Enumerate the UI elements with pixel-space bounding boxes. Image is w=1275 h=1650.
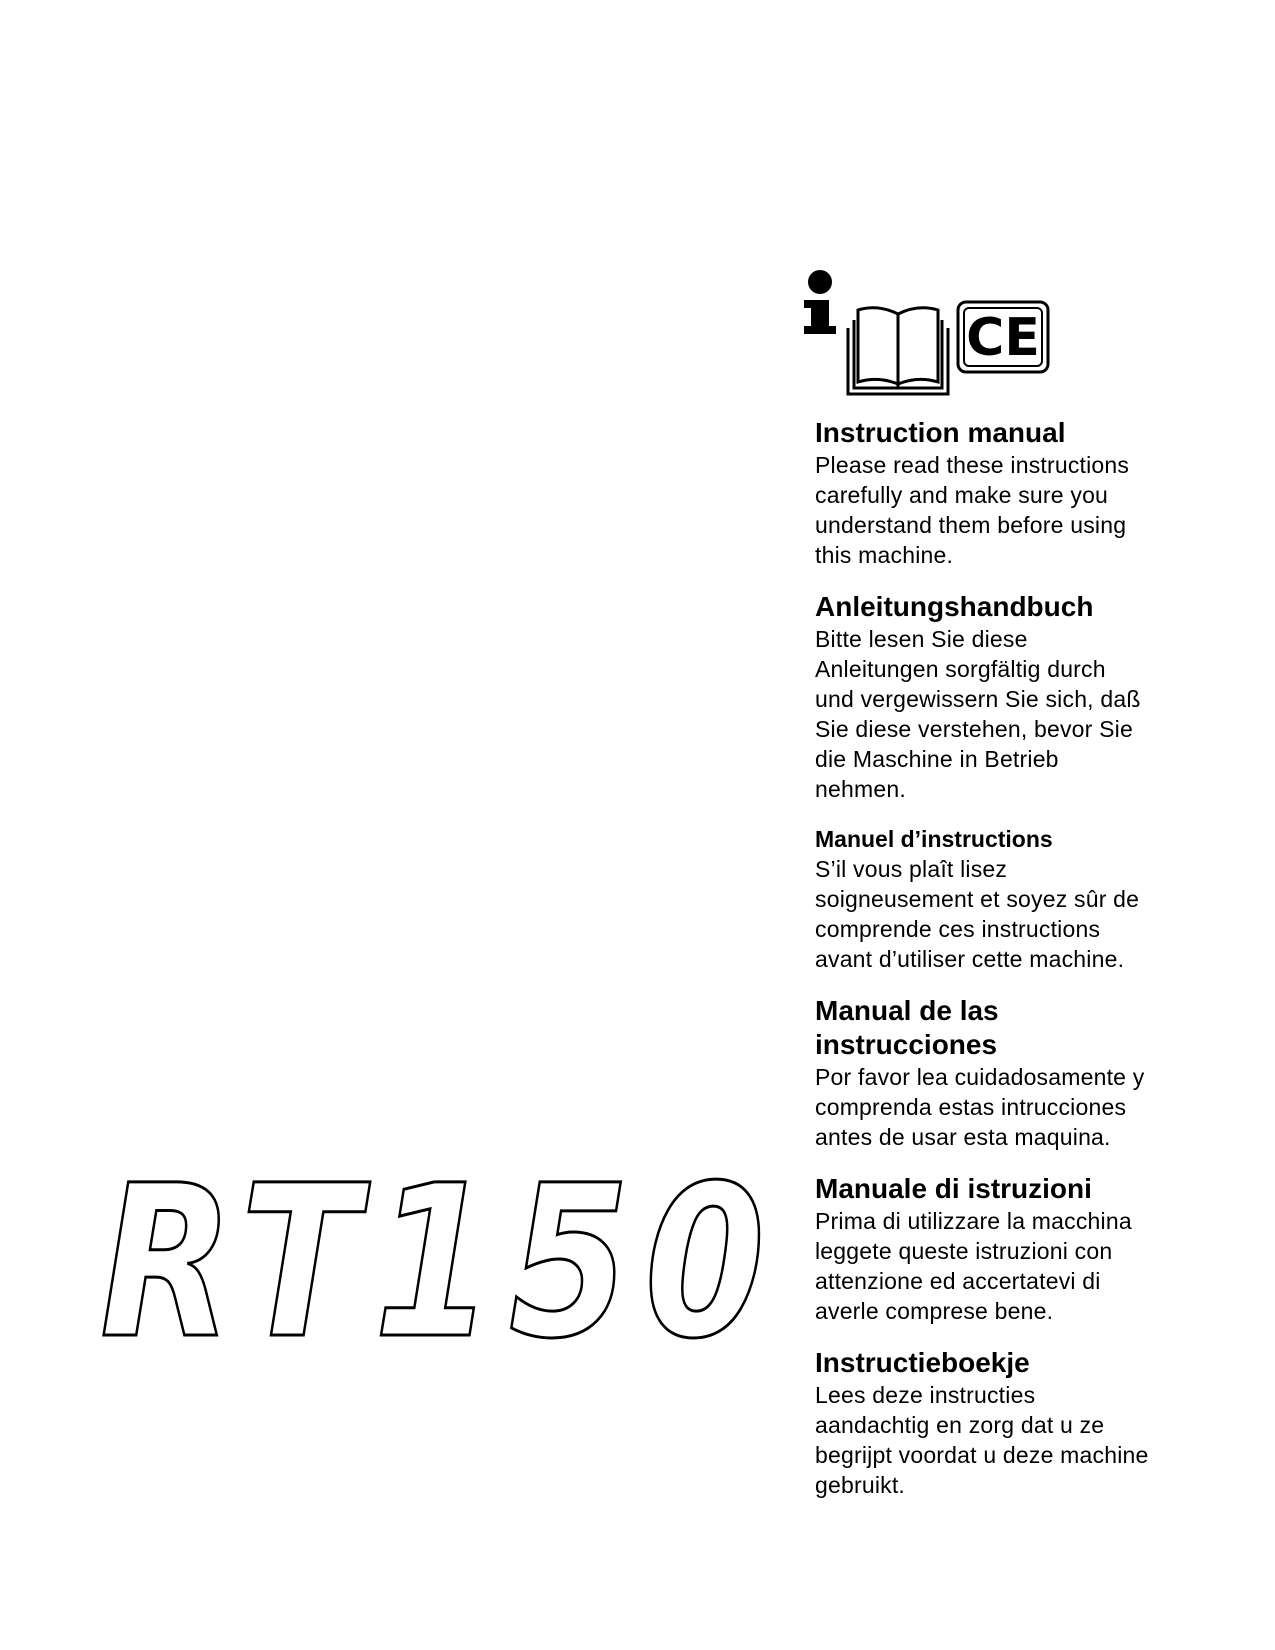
svg-text:CE: CE <box>966 308 1040 368</box>
section-body: S’il vous plaît lisez soigneusement et soyez sûr de comprende ces instructions avant d’utiliser cette machine. <box>815 856 1140 972</box>
section-title: Manuel d’instructions <box>815 826 1053 852</box>
manual-symbols <box>802 270 1062 400</box>
section-body: Please read these instructions carefully and make sure you understand them before using this machine. <box>815 452 1130 568</box>
section-italian <box>815 1172 1205 1326</box>
section-title: Anleitungshandbuch <box>815 591 1094 622</box>
section-title: Manual de las instrucciones <box>815 995 999 1060</box>
section-english <box>815 416 1205 570</box>
open-book-icon <box>848 308 948 394</box>
info-icon <box>804 270 836 334</box>
ce-mark-icon <box>958 302 1048 372</box>
section-dutch <box>815 1346 1205 1500</box>
section-title: Instructieboekje <box>815 1347 1030 1378</box>
section-french <box>815 824 1205 974</box>
section-body: Lees deze instructies aandachtig en zorg dat u ze begrijpt voordat u deze machine gebruikt. <box>815 1382 1149 1498</box>
language-sections <box>815 416 1205 1500</box>
section-title: Manuale di istruzioni <box>815 1173 1092 1204</box>
section-spanish <box>815 994 1205 1152</box>
section-body: Por favor lea cuidadosamente y comprenda estas intrucciones antes de usar esta maquina. <box>815 1064 1145 1150</box>
section-body: Bitte lesen Sie diese Anleitungen sorgfältig durch und vergewissern Sie sich, daß Sie diese verstehen, bevor Sie die Maschine in Betrieb nehmen. <box>815 626 1141 802</box>
section-body: Prima di utilizzare la macchina leggete queste istruzioni con attenzione ed accertatevi di averle comprese bene. <box>815 1208 1132 1324</box>
model-name <box>100 1160 790 1360</box>
section-german <box>815 590 1205 804</box>
section-title: Instruction manual <box>815 417 1066 448</box>
model-name-text: RT150 <box>100 1160 780 1360</box>
